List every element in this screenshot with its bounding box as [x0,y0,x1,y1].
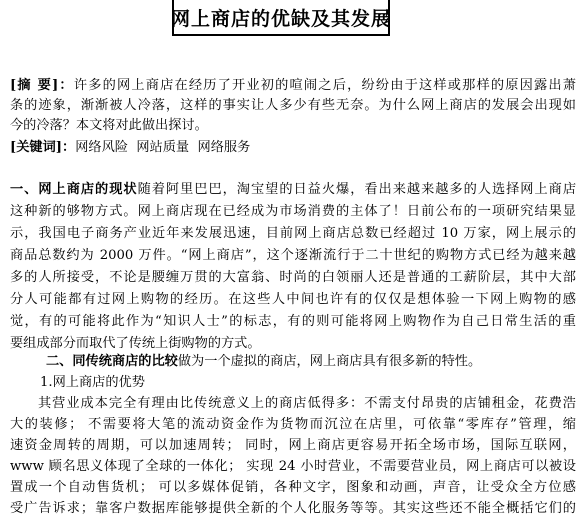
subsection1-heading: 1.网上商店的优势 [40,375,145,390]
keywords-line [10,138,576,158]
section1-line-7: 觉，有的可能将此作为“知识人士”的标志，有的则可能将网上购物作为自己日常生活的重 [10,314,576,329]
subsection1-line-5: 置成一个自动售货机； 可以多媒体促销，各种文字，图象和动画，声音，让受众全方位感 [10,480,576,495]
section1-line-3: 示，我国电子商务产业近年来发展迅速，目前网上商店总数已经超过 10 万家，网上展示的 [10,226,576,241]
section1-line-6: 分人可能都有过网上购物的经历。在这些人中间也许有的仅仅是想体验一下网上购物的感 [10,292,576,307]
abstract-line-3: 今的冷落？本文将对此做出探讨。 [10,118,208,133]
subsection1-line-4: www 顾名思义体现了全球的一体化； 实现 24 小时营业，不需要营业员，网上商店可以被设 [10,459,576,474]
subsection1-line-2: 大的装修； 不需要将大笔的流动资金作为货物而沉泣在店里，可依靠“零库存”管理，缩 [10,417,576,432]
abstract-line-2: 条的迹象，渐渐被人冷落，这样的事实让人多少有些无奈。为什么网上商店的发展会出现如 [10,98,576,113]
section1-heading: 一、网上商店的现状 [10,182,138,197]
abstract-text-1: 许多的网上商店在经历了开业初的喧闹之后，纷纷由于这样或那样的原因露出萧 [73,78,576,93]
section1-text-1: 随着阿里巴巴，淘宝望的日益火爆，看出来越来越多的人选择网上商店 [137,182,576,197]
keywords-label: [关键词]： [10,140,76,155]
section2-heading: 二、同传统商店的比较 [46,354,178,369]
keywords-text: 网络风险 网站质量 网络服务 [75,140,251,155]
section1-line-5: 多的人所接受，不论是腰缠万贯的大富翁、时尚的白领丽人还是普通的工薪阶层，其中大部 [10,270,576,285]
section1-line-2: 这种新的够物方式。网上商店现在已经成为市场消费的主体了！日前公布的一项研究结果显 [10,204,576,219]
abstract-label: [摘 要]： [10,78,74,93]
subsection1-line-1: 其营业成本完全有理由比传统意义上的商店低得多：不需支付昂贵的店铺租金，花费浩 [38,396,576,411]
abstract-line-1 [10,76,576,96]
section1-line-8: 要组成部分而取代了传统上街购物的方式。 [10,336,261,351]
section1-line-1 [10,180,576,200]
title-box [172,0,390,36]
section2-text: 做为一个虚拟的商店，网上商店具有很多新的特性。 [177,354,482,369]
section2-line [46,352,576,372]
section1-line-4: 商品总数约为 2000 万件。“网上商店”，这个逐渐流行于二十世纪的购物方式已经为越来越 [10,248,576,263]
document-title: 网上商店的优缺及其发展 [171,7,392,30]
subsection1-line-6: 受广告诉求；靠客户数据库能够提供全新的个人化服务等等。其实这些还不能全概括它们的 [10,501,576,516]
subsection1-line-3: 速资金周转的周期，可以加速周转； 同时，网上商店更容易开拓全场市场，国际互联网， [10,438,576,453]
